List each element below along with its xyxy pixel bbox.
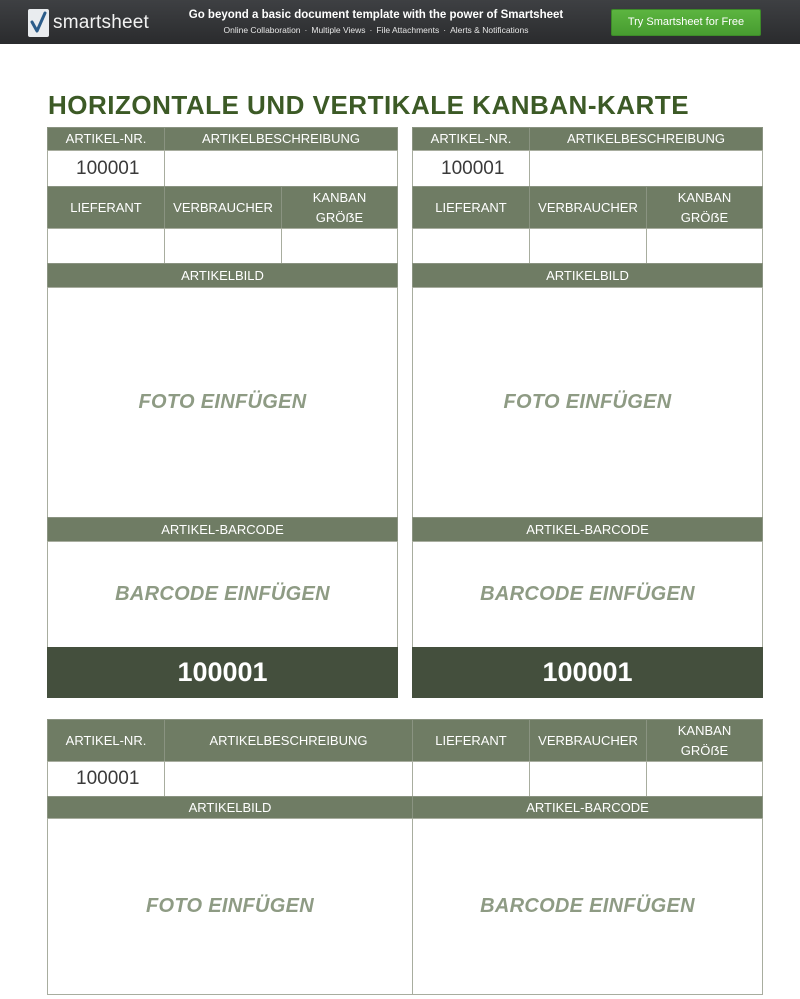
feature-item: Alerts & Notifications (450, 25, 529, 35)
feature-item: Multiple Views (311, 25, 366, 35)
card-footer-number: 100001 (47, 647, 398, 698)
supplier-value[interactable] (412, 761, 530, 797)
feature-list (176, 23, 576, 37)
kanban-size-value[interactable] (646, 228, 763, 264)
item-image-header: ARTIKELBILD (47, 263, 398, 288)
barcode-placeholder[interactable]: BARCODE EINFÜGEN (412, 818, 763, 995)
banner-headline: Go beyond a basic document template with the power of Smartsheet (188, 9, 564, 21)
promo-banner (0, 0, 800, 44)
consumer-header: VERBRAUCHER (529, 719, 647, 762)
banner-message (176, 8, 576, 37)
feature-item: Online Collaboration (223, 25, 301, 35)
kanban-size-value[interactable] (281, 228, 398, 264)
consumer-header: VERBRAUCHER (164, 186, 282, 229)
item-no-value[interactable]: 100001 (412, 150, 530, 187)
barcode-placeholder[interactable]: BARCODE EINFÜGEN (47, 541, 398, 648)
item-image-header: ARTIKELBILD (47, 796, 413, 819)
feature-separator: · (443, 25, 447, 35)
page-title: HORIZONTALE UND VERTIKALE KANBAN-KARTE (48, 90, 690, 120)
supplier-header: LIEFERANT (47, 186, 165, 229)
kanban-size-value[interactable] (646, 761, 763, 797)
feature-separator: · (369, 25, 373, 35)
item-no-value[interactable]: 100001 (47, 761, 165, 797)
barcode-placeholder[interactable]: BARCODE EINFÜGEN (412, 541, 763, 648)
card-footer-number: 100001 (412, 647, 763, 698)
photo-placeholder[interactable]: FOTO EINFÜGEN (47, 287, 398, 518)
checkmark-icon (28, 9, 49, 37)
kanban-size-header: KANBAN GRÖẞE (646, 186, 763, 229)
item-description-header: ARTIKELBESCHREIBUNG (529, 127, 763, 151)
item-description-value[interactable] (164, 150, 398, 187)
supplier-value[interactable] (412, 228, 530, 264)
brand-name: smartsheet (53, 12, 149, 33)
kanban-size-header: KANBAN GRÖẞE (281, 186, 398, 229)
item-barcode-header: ARTIKEL-BARCODE (47, 517, 398, 542)
kanban-size-header: KANBAN GRÖẞE (646, 719, 763, 762)
consumer-value[interactable] (164, 228, 282, 264)
consumer-header: VERBRAUCHER (529, 186, 647, 229)
item-no-header: ARTIKEL-NR. (47, 127, 165, 151)
feature-item: File Attachments (376, 25, 440, 35)
smartsheet-logo[interactable] (28, 9, 149, 37)
item-image-header: ARTIKELBILD (412, 263, 763, 288)
item-description-header: ARTIKELBESCHREIBUNG (164, 719, 413, 762)
try-smartsheet-button[interactable]: Try Smartsheet for Free (611, 9, 761, 36)
consumer-value[interactable] (529, 761, 647, 797)
item-description-value[interactable] (164, 761, 413, 797)
item-description-value[interactable] (529, 150, 763, 187)
item-no-header: ARTIKEL-NR. (412, 127, 530, 151)
item-barcode-header: ARTIKEL-BARCODE (412, 517, 763, 542)
supplier-header: LIEFERANT (412, 719, 530, 762)
photo-placeholder[interactable]: FOTO EINFÜGEN (47, 818, 413, 995)
consumer-value[interactable] (529, 228, 647, 264)
supplier-header: LIEFERANT (412, 186, 530, 229)
item-no-value[interactable]: 100001 (47, 150, 165, 187)
feature-separator: · (304, 25, 308, 35)
item-barcode-header: ARTIKEL-BARCODE (412, 796, 763, 819)
item-no-header: ARTIKEL-NR. (47, 719, 165, 762)
supplier-value[interactable] (47, 228, 165, 264)
photo-placeholder[interactable]: FOTO EINFÜGEN (412, 287, 763, 518)
item-description-header: ARTIKELBESCHREIBUNG (164, 127, 398, 151)
